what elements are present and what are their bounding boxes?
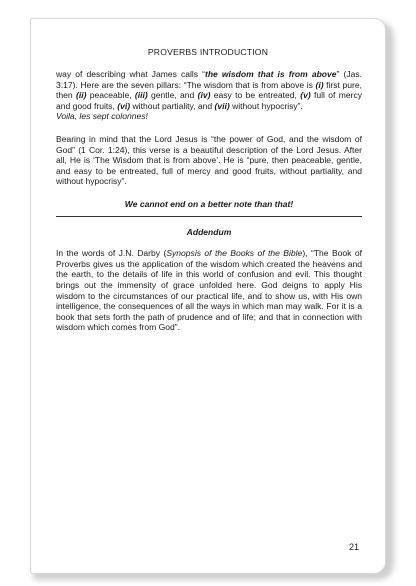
- closing-statement: We cannot end on a better note than that!: [124, 198, 294, 209]
- book-page: [30, 18, 386, 574]
- pillar-marker: (vi): [117, 100, 131, 111]
- paragraph-addendum: [56, 248, 362, 333]
- french-remark: Voila, les sept colonnes!: [56, 111, 148, 122]
- text-run: without partiality, and: [130, 100, 215, 111]
- section-divider: [56, 216, 362, 217]
- paragraph-lord-jesus: Bearing in mind that the Lord Jesus is “the power of God, and the wisdom of God” (1 Cor. 1:24), this verse is a beautiful description of the Lord Jesus. After all, He is ‘The Wisdom that is from above’. He is “pure, then peaceable, gentle, and easy to be entreated, full of mercy and good fruits, without partiality, and without hypocrisy”.: [56, 133, 362, 187]
- emphasis-quote: the wisdom that is from above: [204, 69, 337, 79]
- text-run: first pure, then: [56, 79, 362, 101]
- text-run: way of describing what James calls “: [56, 69, 205, 79]
- text-run: easy to be entreated,: [210, 90, 301, 101]
- pillar-marker: (iii): [134, 90, 148, 101]
- book-title: Synopsis of the Books of the Bible: [166, 248, 303, 259]
- pillar-marker: (iv): [197, 90, 211, 101]
- running-header: PROVERBS INTRODUCTION: [147, 47, 269, 57]
- addendum-heading: Addendum: [186, 226, 232, 237]
- text-run: In the words of J.N. Darby (: [56, 248, 167, 259]
- text-run: ” (Jas. 3:17). Here are the seven pillars: “The wisdom that is from above is: [56, 69, 362, 90]
- pillar-marker: (ii): [75, 90, 87, 101]
- paragraph-seven-pillars: [56, 69, 362, 122]
- pillar-marker: (v): [300, 90, 311, 101]
- text-run: peaceable,: [86, 90, 135, 101]
- text-run: gentle, and: [147, 90, 198, 101]
- page-body: [56, 69, 362, 333]
- pillar-marker: (i): [315, 79, 324, 90]
- text-run: without hypocrisy”.: [229, 100, 303, 111]
- page-number: 21: [348, 542, 359, 552]
- text-run: ), “The Book of Proverbs gives us the application of the wisdom which created the heavens and the earth, to the details of life in this world of confusion and evil. This thought brings out the immensity of grace unfolded here. God deigns to apply His wisdom to the circumstances of our practical life, and to show us, with His own intelligence, the consequences of all the ways in which man may walk. For it is a book that sets forth the path of prudence and of life; and that in connection with wisdom which comes from God”.: [56, 248, 362, 333]
- pillar-marker: (vii): [214, 100, 230, 111]
- text-run: full of mercy and good fruits,: [56, 90, 362, 111]
